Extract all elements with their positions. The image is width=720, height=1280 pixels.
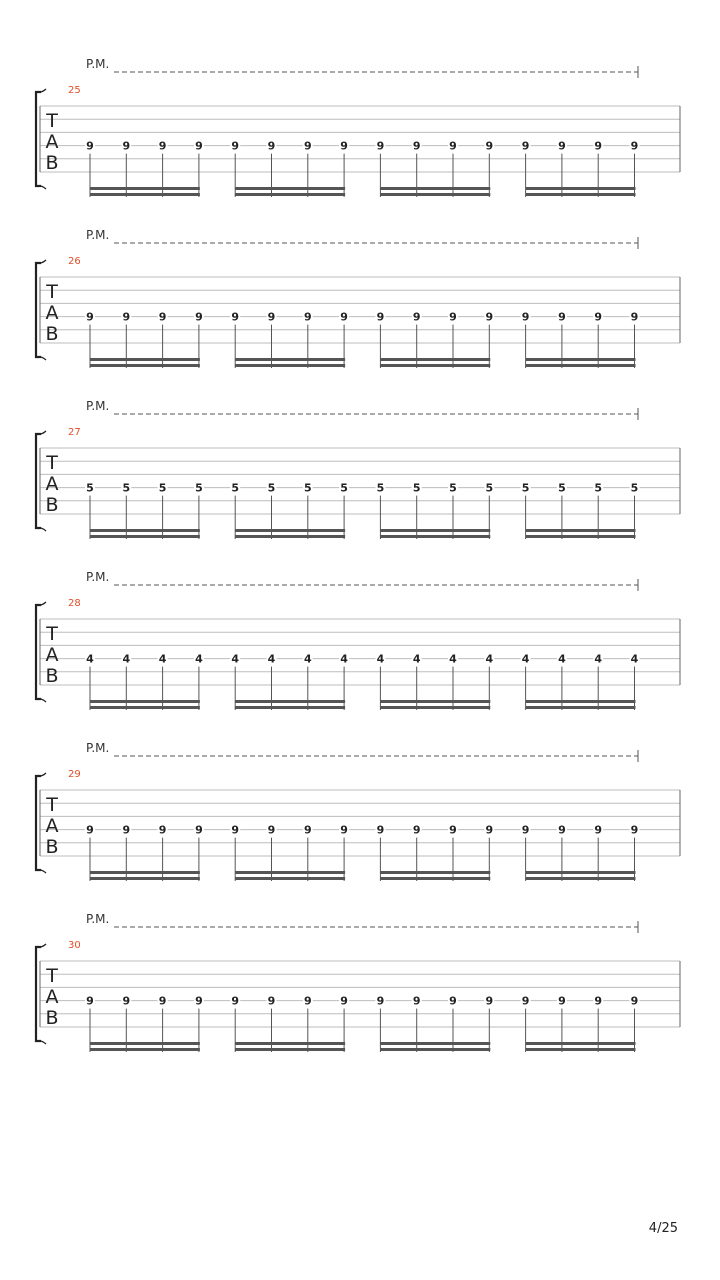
fret-number: 9 [485, 310, 494, 324]
beam [380, 871, 490, 874]
fret-number: 9 [485, 139, 494, 153]
beam [90, 358, 200, 361]
beam [235, 529, 345, 532]
fret-number: 5 [267, 481, 276, 495]
fret-number: 5 [558, 481, 566, 495]
fret-number: 9 [412, 310, 421, 324]
beam [90, 193, 200, 196]
tab-clef-letter: T [46, 623, 58, 645]
beam [90, 1048, 200, 1051]
beam [90, 187, 200, 190]
fret-number: 9 [376, 310, 385, 324]
fret-number: 9 [485, 994, 494, 1008]
fret-number: 4 [267, 652, 276, 666]
beam [526, 706, 636, 709]
fret-number: 5 [122, 481, 131, 495]
fret-number: 9 [122, 139, 131, 153]
beam [90, 1042, 200, 1045]
fret-number: 4 [340, 652, 348, 666]
fret-number: 9 [521, 994, 530, 1008]
fret-number: 9 [376, 139, 385, 153]
beam [380, 535, 490, 538]
beam [90, 877, 200, 880]
tab-clef-letter: T [46, 110, 58, 132]
beam [526, 364, 636, 367]
beam [235, 706, 345, 709]
beam [380, 364, 490, 367]
beam [90, 706, 200, 709]
fret-number: 9 [449, 823, 457, 837]
tab-clef-letter: A [45, 131, 59, 153]
beam [235, 700, 345, 703]
beam [526, 529, 636, 532]
fret-number: 9 [267, 310, 276, 324]
fret-number: 5 [630, 481, 639, 495]
beam [90, 535, 200, 538]
measure-number: 27 [68, 427, 81, 438]
fret-number: 9 [86, 139, 94, 153]
beam [380, 1042, 490, 1045]
fret-number: 9 [195, 994, 203, 1008]
tab-clef-letter: B [45, 665, 59, 687]
fret-number: 9 [594, 823, 603, 837]
beam [380, 187, 490, 190]
beam [526, 1048, 636, 1051]
palm-mute-label: P.M. [86, 570, 110, 584]
tab-clef-letter: T [46, 281, 58, 303]
measure-number: 28 [68, 598, 81, 609]
fret-number: 9 [303, 139, 312, 153]
beam [526, 193, 636, 196]
beam [235, 193, 345, 196]
fret-number: 9 [449, 310, 457, 324]
tab-system-28 [36, 570, 680, 710]
tab-system-29 [36, 741, 680, 881]
fret-number: 9 [376, 823, 385, 837]
beam [235, 535, 345, 538]
fret-number: 9 [376, 994, 385, 1008]
beam [526, 1042, 636, 1045]
fret-number: 9 [412, 994, 421, 1008]
tab-clef-letter: T [46, 794, 58, 816]
beam [526, 871, 636, 874]
tab-clef-letter: T [46, 965, 58, 987]
tab-clef-letter: B [45, 494, 59, 516]
fret-number: 9 [340, 139, 348, 153]
fret-number: 5 [485, 481, 494, 495]
fret-number: 5 [449, 481, 457, 495]
fret-number: 9 [521, 823, 530, 837]
fret-number: 4 [485, 652, 494, 666]
fret-number: 9 [267, 139, 276, 153]
tab-system-25 [36, 57, 680, 197]
palm-mute-label: P.M. [86, 228, 110, 242]
fret-number: 9 [449, 139, 457, 153]
tab-clef-letter: A [45, 473, 59, 495]
palm-mute-label: P.M. [86, 741, 110, 755]
beam [235, 364, 345, 367]
fret-number: 4 [630, 652, 639, 666]
beam [380, 529, 490, 532]
fret-number: 5 [195, 481, 203, 495]
tab-clef-letter: A [45, 302, 59, 324]
fret-number: 9 [340, 823, 348, 837]
beam [380, 1048, 490, 1051]
fret-number: 5 [303, 481, 312, 495]
fret-number: 9 [449, 994, 457, 1008]
fret-number: 9 [558, 310, 566, 324]
tab-clef-letter: B [45, 152, 59, 174]
fret-number: 9 [231, 823, 240, 837]
fret-number: 9 [122, 310, 131, 324]
fret-number: 4 [195, 652, 203, 666]
fret-number: 4 [521, 652, 530, 666]
beam [235, 871, 345, 874]
fret-number: 9 [303, 310, 312, 324]
fret-number: 9 [594, 139, 603, 153]
tab-clef-letter: A [45, 815, 59, 837]
fret-number: 9 [231, 139, 240, 153]
fret-number: 9 [122, 994, 131, 1008]
fret-number: 9 [630, 139, 639, 153]
fret-number: 5 [86, 481, 94, 495]
fret-number: 9 [594, 994, 603, 1008]
tab-clef-letter: B [45, 836, 59, 858]
beam [90, 364, 200, 367]
fret-number: 9 [158, 139, 167, 153]
beam [380, 358, 490, 361]
measure-number: 25 [68, 85, 81, 96]
fret-number: 4 [158, 652, 167, 666]
beam [235, 1048, 345, 1051]
palm-mute-label: P.M. [86, 399, 110, 413]
tab-system-26 [36, 228, 680, 368]
beam [380, 877, 490, 880]
tab-system-27 [36, 399, 680, 539]
fret-number: 9 [86, 823, 94, 837]
beam [380, 706, 490, 709]
tab-clef-letter: A [45, 986, 59, 1008]
fret-number: 5 [231, 481, 240, 495]
beam [526, 358, 636, 361]
fret-number: 9 [86, 994, 94, 1008]
beam [90, 871, 200, 874]
fret-number: 9 [630, 310, 639, 324]
fret-number: 4 [449, 652, 457, 666]
beam [526, 187, 636, 190]
fret-number: 9 [412, 139, 421, 153]
fret-number: 5 [340, 481, 348, 495]
fret-number: 9 [86, 310, 94, 324]
fret-number: 9 [558, 823, 566, 837]
measure-number: 30 [68, 940, 81, 951]
beam [90, 700, 200, 703]
fret-number: 9 [521, 139, 530, 153]
fret-number: 9 [122, 823, 131, 837]
fret-number: 4 [122, 652, 131, 666]
fret-number: 4 [376, 652, 385, 666]
beam [380, 193, 490, 196]
fret-number: 4 [412, 652, 421, 666]
palm-mute-label: P.M. [86, 57, 110, 71]
fret-number: 9 [195, 139, 203, 153]
fret-number: 4 [558, 652, 566, 666]
fret-number: 9 [158, 823, 167, 837]
fret-number: 9 [412, 823, 421, 837]
beam [235, 187, 345, 190]
tab-clef-letter: B [45, 323, 59, 345]
fret-number: 9 [195, 823, 203, 837]
fret-number: 9 [340, 994, 348, 1008]
fret-number: 9 [521, 310, 530, 324]
beam [380, 700, 490, 703]
fret-number: 5 [158, 481, 167, 495]
measure-number: 29 [68, 769, 81, 780]
tab-clef-letter: B [45, 1007, 59, 1029]
fret-number: 9 [558, 139, 566, 153]
fret-number: 9 [630, 994, 639, 1008]
page-number: 4/25 [648, 1221, 678, 1236]
fret-number: 4 [303, 652, 312, 666]
beam [526, 535, 636, 538]
fret-number: 9 [158, 310, 167, 324]
fret-number: 4 [594, 652, 603, 666]
fret-number: 9 [267, 823, 276, 837]
fret-number: 9 [231, 310, 240, 324]
measure-number: 26 [68, 256, 81, 267]
fret-number: 4 [86, 652, 94, 666]
fret-number: 5 [376, 481, 385, 495]
fret-number: 9 [340, 310, 348, 324]
tab-system-30 [36, 912, 680, 1052]
beam [90, 529, 200, 532]
fret-number: 9 [267, 994, 276, 1008]
fret-number: 9 [594, 310, 603, 324]
beam [235, 358, 345, 361]
fret-number: 9 [303, 994, 312, 1008]
beam [526, 877, 636, 880]
fret-number: 9 [558, 994, 566, 1008]
beam [235, 1042, 345, 1045]
fret-number: 9 [231, 994, 240, 1008]
fret-number: 5 [521, 481, 530, 495]
beam [526, 700, 636, 703]
fret-number: 9 [485, 823, 494, 837]
fret-number: 9 [303, 823, 312, 837]
fret-number: 4 [231, 652, 240, 666]
fret-number: 9 [630, 823, 639, 837]
tab-clef-letter: T [46, 452, 58, 474]
beam [235, 877, 345, 880]
fret-number: 9 [158, 994, 167, 1008]
palm-mute-label: P.M. [86, 912, 110, 926]
tab-clef-letter: A [45, 644, 59, 666]
fret-number: 5 [412, 481, 421, 495]
fret-number: 9 [195, 310, 203, 324]
fret-number: 5 [594, 481, 603, 495]
